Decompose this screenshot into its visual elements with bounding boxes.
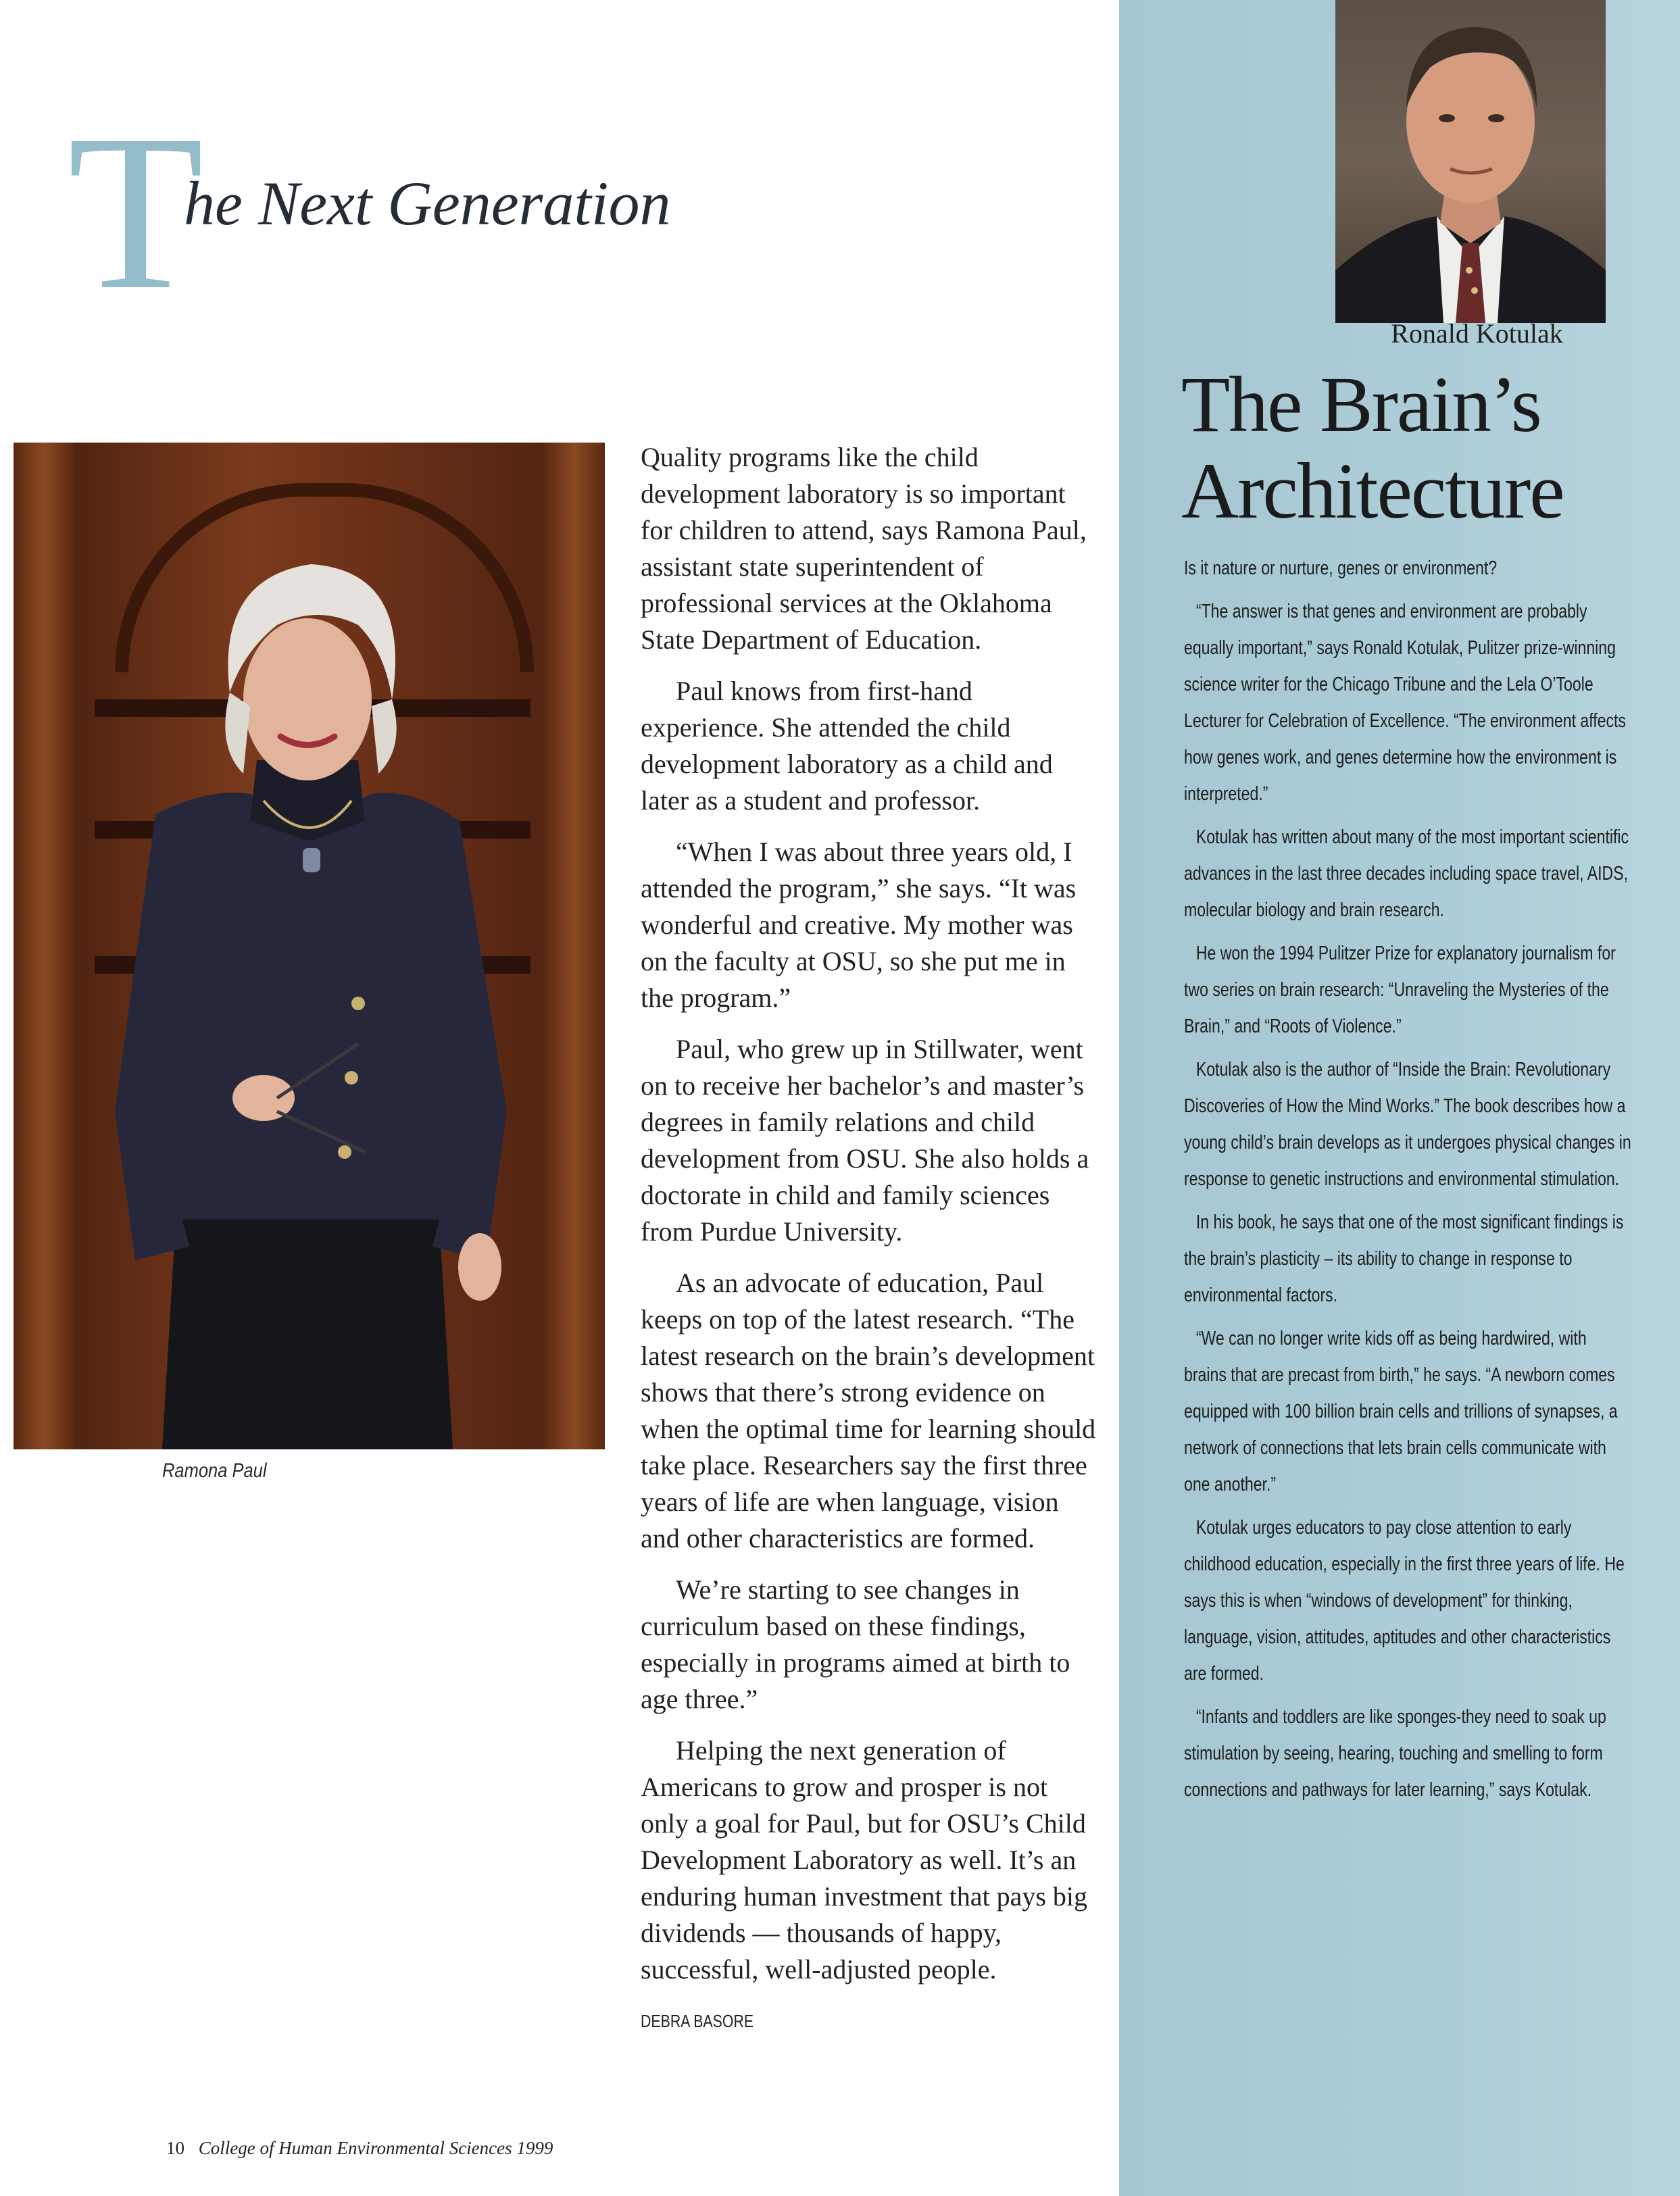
article-paragraph: Quality programs like the child development laboratory is so important for children to attend, says Ramona Paul, assistant state superintendent of professional services at the Oklahoma State Department of Education. bbox=[641, 442, 1087, 655]
article-paragraph: We’re starting to see changes in curriculum based on these findings, especially in programs aimed at birth to age three.” bbox=[641, 1574, 1070, 1714]
page-footer bbox=[166, 2138, 553, 2159]
sidebar-title bbox=[1181, 361, 1668, 534]
sidebar-paragraph: Kotulak also is the author of “Inside the Brain: Revolutionary Discoveries of How the Mind Works.” The book describes how a young child’s brain develops as it undergoes physical changes in response to genetic instructions and environmental stimulation. bbox=[1184, 1059, 1631, 1190]
sidebar-paragraph: He won the 1994 Pulitzer Prize for explanatory journalism for two series on brain research: “Unraveling the Mysteries of the Brain,” and “Roots of Violence.” bbox=[1184, 943, 1616, 1037]
article-paragraph: Paul knows from first-hand experience. She attended the child development laboratory as a child and later as a student and professor. bbox=[641, 676, 1053, 816]
ronald-kotulak-photo bbox=[1335, 0, 1606, 323]
page-title: he Next Generation bbox=[184, 169, 671, 238]
article-paragraph: As an advocate of education, Paul keeps on top of the latest research. “The latest research on the brain’s development shows that there’s strong evidence on when the optimal time for learning should take place. Researchers say the first three years of life are when language, vision and other characteristics are formed. bbox=[641, 1268, 1096, 1553]
sidebar-paragraph: In his book, he says that one of the most significant findings is the brain’s plasticity – its ability to change in response to environmental factors. bbox=[1184, 1212, 1624, 1306]
sidebar-paragraph: “We can no longer write kids off as being hardwired, with brains that are precast from birth,” he says. “A newborn comes equipped with 100 billion brain cells and trillions of synapses, a network of connections that lets brain cells communicate with one another.” bbox=[1184, 1328, 1618, 1495]
sidebar-paragraph: Is it nature or nurture, genes or environment? bbox=[1184, 557, 1498, 579]
portrait-figure bbox=[1335, 0, 1606, 323]
main-article bbox=[641, 439, 1100, 2039]
article-paragraph: “When I was about three years old, I attended the program,” she says. “It was wonderful and creative. My mother was on the faculty at OSU, so she put me in the program.” bbox=[641, 837, 1077, 1013]
sidebar-paragraph: Kotulak urges educators to pay close attention to early childhood education, especially in the first three years of life. He says this is when “windows of development” for thinking, language, vision, attitudes, aptitudes and other characteristics are formed. bbox=[1184, 1517, 1625, 1685]
ronald-kotulak-caption: Ronald Kotulak bbox=[1391, 318, 1563, 349]
person-figure bbox=[74, 503, 547, 1449]
ramona-paul-caption: Ramona Paul bbox=[162, 1459, 267, 1482]
article-paragraph: Paul, who grew up in Stillwater, went on to receive her bachelor’s and master’s degrees in family relations and child development from OSU. She also holds a doctorate in child and family sciences from Purdue University. bbox=[641, 1034, 1089, 1247]
sidebar-paragraph: “Infants and toddlers are like sponges-they need to soak up stimulation by seeing, hearing, touching and smelling to form connections and pathways for later learning,” says Kotulak. bbox=[1184, 1706, 1606, 1801]
article-paragraph: Helping the next generation of Americans to grow and prosper is not only a goal for Paul, but for OSU’s Child Development Laboratory as well. It’s an enduring human investment that pays big dividends — thousands of happy, successful, well-adjusted people. bbox=[641, 1735, 1087, 1985]
sidebar-title-line: The Brain’s bbox=[1181, 360, 1541, 449]
ramona-paul-photo bbox=[14, 443, 605, 1449]
byline: DEBRA BASORE bbox=[641, 2011, 754, 2031]
publication-name: College of Human Environmental Sciences 1999 bbox=[198, 2138, 553, 2158]
header-drop-letter: T bbox=[68, 89, 204, 336]
sidebar-title-line: Architecture bbox=[1181, 447, 1564, 535]
sidebar-paragraph: “The answer is that genes and environment are probably equally important,” says Ronald Kotulak, Pulitzer prize-winning science writer for the Chicago Tribune and the Lela O’Toole Lecturer for Celebration of Excellence. “The environment affects how genes work, and genes determine how the environment is interpreted.” bbox=[1184, 601, 1626, 805]
sidebar-article bbox=[1184, 550, 1633, 1815]
sidebar-paragraph: Kotulak has written about many of the most important scientific advances in the last three decades including space travel, AIDS, molecular biology and brain research. bbox=[1184, 826, 1629, 921]
page-number: 10 bbox=[166, 2138, 184, 2158]
